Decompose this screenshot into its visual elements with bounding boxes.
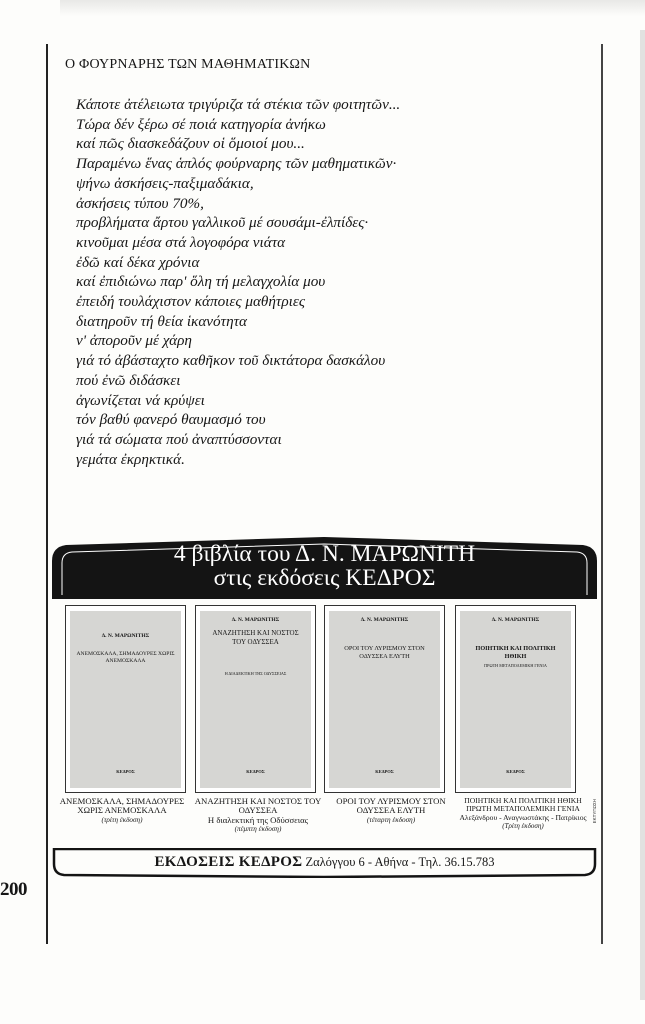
- poem-line: ἐπειδή τουλάχιστον κάποιες μαθήτριες: [76, 293, 306, 311]
- footer-publisher: ΕΚΔΟΣΕΙΣ ΚΕΔΡΟΣ: [154, 854, 303, 870]
- cover-publisher: ΚΕΔΡΟΣ: [246, 769, 265, 774]
- book-caption-2: [192, 797, 324, 834]
- poem-line: τόν βαθύ φανερό θαυμασμό του: [76, 411, 266, 429]
- cover-title: ΑΝΑΖΗΤΗΣΗ ΚΑΙ ΝΟΣΤΟΣ ΤΟΥ ΟΔΥΣΣΕΑ: [212, 629, 299, 646]
- cover-author: Δ. Ν. ΜΑΡΩΝΙΤΗΣ: [231, 617, 280, 623]
- book-cover-3: [324, 605, 445, 793]
- cover-subtitle: ΠΡΩΤΗ ΜΕΤΑΠΟΛΕΜΙΚΗ ΓΕΝΙΑ: [484, 663, 547, 668]
- book-caption-3: [325, 797, 457, 825]
- poem-line: ἀσκήσεις τύπου 70%,: [76, 194, 204, 212]
- poem-line: καί πῶς διασκεδάζουν οἱ ὅμοιοί μου...: [76, 135, 305, 153]
- caption-title: ΑΝΕΜΟΣΚΑΛΑ, ΣΗΜΑΔΟΥΡΕΣ ΧΩΡΙΣ ΑΝΕΜΟΣΚΑΛΑ: [59, 796, 185, 816]
- poem-body: [76, 95, 576, 469]
- cover-publisher: ΚΕΔΡΟΣ: [375, 769, 394, 774]
- cover-title: ΟΡΟΙ ΤΟΥ ΛΥΡΙΣΜΟΥ ΣΤΟΝ ΟΔΥΣΣΕΑ ΕΛΥΤΗ: [344, 645, 425, 660]
- cover-title: ΑΝΕΜΟΣΚΑΛΑ, ΣΗΜΑΔΟΥΡΕΣ ΧΩΡΙΣ ΑΝΕΜΟΣΚΑΛΑ: [76, 651, 175, 664]
- caption-edition: (πέμπτη έκδοση): [234, 824, 282, 833]
- caption-subtitle: ΠΡΩΤΗ ΜΕΤΑΠΟΛΕΜΙΚΗ ΓΕΝΙΑ: [466, 804, 580, 814]
- book-cover-2: [195, 605, 316, 793]
- book-cover-4: [455, 605, 576, 793]
- footer-address: Ζαλόγγου 6 - Αθήνα - Τηλ. 36.15.783: [305, 855, 495, 869]
- cover-author: Δ. Ν. ΜΑΡΩΝΙΤΗΣ: [491, 617, 540, 623]
- book-advertisement: [52, 537, 597, 877]
- poem-line: Κάποτε ἀτέλειωτα τριγύριζα τά στέκια τῶν φοιτητῶν...: [76, 96, 401, 113]
- caption-title: ΠΟΙΗΤΙΚΗ ΚΑΙ ΠΟΛΙΤΙΚΗ ΗΘΙΚΗ: [464, 796, 582, 805]
- poem-line: γιά τά σώματα πού ἀναπτύσσονται: [76, 430, 282, 448]
- caption-subtitle: Η διαλεκτική της Οδύσσειας: [207, 814, 309, 825]
- poem-line: γεμάτα ἐκρηκτικά.: [76, 450, 185, 468]
- book-covers: [60, 605, 588, 795]
- ad-footer: [52, 848, 597, 878]
- cover-subtitle: Η ΔΙΑΔΕΚΤΙΚΗ ΤΗΣ ΟΔΥΣΣΕΙΑΣ: [224, 671, 287, 676]
- cover-author: Δ. Ν. ΜΑΡΩΝΙΤΗΣ: [101, 633, 150, 639]
- poem-line: γιά τό ἀβάσταχτο καθῆκον τοῦ δικτάτορα δασκάλου: [76, 352, 386, 370]
- caption-title: ΟΡΟΙ ΤΟΥ ΛΥΡΙΣΜΟΥ ΣΤΟΝ ΟΔΥΣΣΕΑ ΕΛΥΤΗ: [336, 796, 446, 816]
- poem-line: διατηροῦν τή θεία ἱκανότητα: [76, 312, 248, 330]
- poem-title: Ο ΦΟΥΡΝΑΡΗΣ ΤΩΝ ΜΑΘΗΜΑΤΙΚΩΝ: [65, 57, 311, 72]
- poem-line: ἀγωνίζεται νά κρύψει: [76, 391, 205, 409]
- banner-text: [52, 542, 597, 590]
- printer-credit: ΕΚΤΥΠΩΣΗ: [592, 799, 597, 824]
- book-caption-4: [454, 797, 592, 831]
- cover-title: ΠΟΙΗΤΙΚΗ ΚΑΙ ΠΟΛΙΤΙΚΗ ΗΘΙΚΗ: [475, 645, 556, 660]
- poem-line: πού ἐνῶ διδάσκει: [76, 371, 181, 389]
- poem-line: ν' ἀποροῦν μέ χάρη: [76, 332, 192, 350]
- left-margin-rule: [46, 44, 48, 944]
- poem-line: Τώρα δέν ξέρω σέ ποιά κατηγορία ἀνήκω: [76, 115, 326, 133]
- book-caption-1: [54, 797, 190, 825]
- caption-edition: (τέταρτη έκδοση): [366, 815, 416, 824]
- poem-line: κινοῦμαι μέσα στά λογοφόρα νιάτα: [76, 233, 286, 251]
- caption-subtitle-2: Αλεξάνδρου - Αναγνωστάκης - Πατρίκιος: [459, 812, 587, 822]
- poem-line: ψήνω ἀσκήσεις-παξιμαδάκια,: [76, 174, 254, 192]
- page-number: 200: [0, 879, 27, 900]
- cover-publisher: ΚΕΔΡΟΣ: [506, 769, 525, 774]
- poem-line: καί ἐπιδιώνω παρ' ὅλη τή μελαγχολία μου: [76, 273, 326, 291]
- banner-line-2: στις εκδόσεις ΚΕΔΡΟΣ: [213, 565, 436, 591]
- caption-title: ΑΝΑΖΗΤΗΣΗ ΚΑΙ ΝΟΣΤΟΣ ΤΟΥ ΟΔΥΣΣΕΑ: [194, 796, 322, 816]
- page-right-edge: [640, 30, 645, 1000]
- poem-line: προβλήματα ἄρτου γαλλικοῦ μέ σουσάμι-ἐλπίδες·: [76, 214, 369, 232]
- banner-line-1: 4 βιβλία του Δ. Ν. ΜΑΡΩΝΙΤΗ: [173, 541, 476, 567]
- poem-line: ἐδῶ καί δέκα χρόνια: [76, 253, 200, 271]
- footer-text: [52, 854, 597, 871]
- ad-banner: [52, 537, 597, 599]
- cover-publisher: ΚΕΔΡΟΣ: [116, 769, 135, 774]
- page-top-shadow: [60, 0, 645, 16]
- cover-author: Δ. Ν. ΜΑΡΩΝΙΤΗΣ: [360, 617, 409, 623]
- caption-edition: (τρίτη έκδοση): [101, 815, 143, 824]
- poem-line: Παραμένω ἕνας ἁπλός φούρναρης τῶν μαθηματικῶν·: [76, 155, 397, 173]
- caption-edition: (Τρίτη έκδοση): [502, 822, 544, 831]
- book-captions: [52, 797, 597, 847]
- book-cover-1: [65, 605, 186, 793]
- right-margin-rule: [601, 44, 603, 944]
